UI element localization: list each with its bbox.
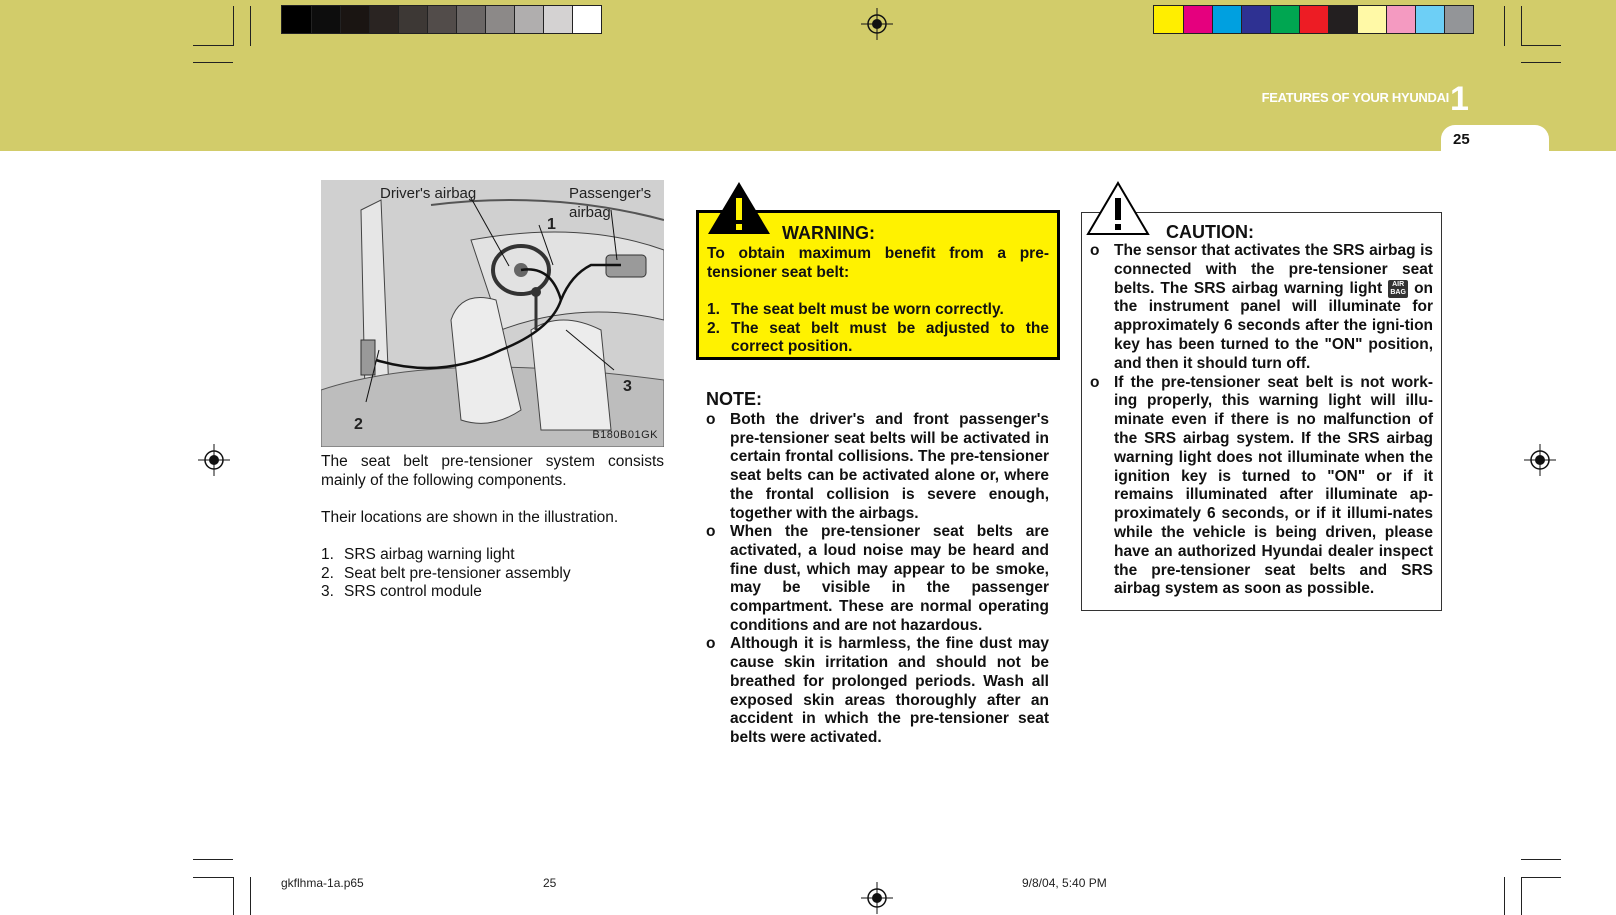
drivers-airbag-label: Driver's airbag [380, 185, 477, 202]
list-item [321, 565, 571, 584]
color-swatch [1241, 6, 1270, 33]
list-item-text: The seat belt must be worn correctly. [731, 301, 1004, 318]
footer-filename: gkflhma-1a.p65 [281, 876, 364, 890]
car-interior-illustration [321, 180, 664, 447]
callout-3: 3 [623, 378, 632, 395]
note-list [706, 411, 1049, 748]
section-number: 1 [1450, 80, 1469, 118]
warning-list [707, 301, 1049, 357]
list-item-number: 2. [707, 319, 720, 337]
crop-mark [193, 859, 233, 860]
color-swatch [340, 6, 369, 33]
color-calibration-swatches [1153, 5, 1474, 34]
list-item-text: If the pre-tensioner seat belt is not work-ing properly, this warning light will illu-minate even if there is no malfunction of the SRS airbag system. If the SRS airbag warning light does not illuminate when the ignition key is turned to "ON" or if it remains illuminated after illuminate ap-proximately 6 seconds, or if it illumi-nates while the vehicle is being driven, please have an authorized Hyundai dealer inspect the pre-tensioner seat belts and SRS airbag system as soon as possible. [1114, 373, 1433, 598]
passenger-airbag-label-line2: airbag [569, 204, 611, 221]
list-item [321, 546, 571, 565]
list-item [706, 523, 1049, 635]
color-swatch [485, 6, 514, 33]
list-item-text: SRS airbag warning light [344, 546, 515, 563]
crop-mark [1521, 62, 1561, 63]
color-swatch [282, 6, 311, 33]
bullet: o [706, 635, 716, 653]
list-item-text [1114, 242, 1433, 374]
crop-mark [1521, 859, 1561, 860]
crop-mark [1504, 877, 1505, 915]
components-list [321, 546, 571, 602]
color-swatch [572, 6, 601, 33]
color-swatch [1154, 6, 1183, 33]
crop-mark [193, 62, 233, 63]
list-item-text: Although it is harmless, the fine dust may cause skin irritation and should not be breathed for prolonged periods. Wash all exposed skin areas thoroughly after an accident in which the pre-tensioner seat belts were activated. [730, 635, 1049, 746]
registration-mark-icon [861, 8, 893, 40]
crop-mark [250, 6, 251, 46]
color-swatch [427, 6, 456, 33]
page-number: 25 [1453, 131, 1470, 148]
color-swatch [1212, 6, 1241, 33]
color-swatch [1444, 6, 1473, 33]
note-title: NOTE: [706, 389, 762, 409]
crop-mark [193, 877, 233, 878]
intro-paragraph: The seat belt pre-tensioner system consists mainly of the following components. [321, 453, 664, 489]
list-item [706, 635, 1049, 747]
caution-triangle-icon [1085, 180, 1151, 236]
list-item [706, 411, 1049, 523]
list-item-text: SRS control module [344, 583, 482, 600]
warning-title: WARNING: [782, 223, 875, 243]
list-item-number: 3. [321, 583, 334, 600]
list-item-number: 2. [321, 564, 334, 582]
color-swatch [1270, 6, 1299, 33]
crop-mark [1504, 6, 1505, 46]
color-swatch [1415, 6, 1444, 33]
callout-2: 2 [354, 416, 363, 433]
footer-page: 25 [543, 876, 557, 890]
airbag-warning-light-icon [1388, 280, 1408, 298]
warning-intro: To obtain maximum benefit from a pre-tensioner seat belt: [707, 245, 1049, 281]
figure-code: B180B01GK [592, 429, 658, 441]
page-number-tab [1441, 125, 1549, 151]
list-item [707, 301, 1049, 320]
caution-item1-text-a: The sensor that activates the SRS airbag is connected with the pre-tensioner seat belts. The SRS airbag warning light [1114, 242, 1433, 297]
color-swatch [1357, 6, 1386, 33]
warning-triangle-icon [706, 180, 772, 236]
caution-title: CAUTION: [1166, 222, 1254, 242]
list-item [321, 583, 571, 602]
passenger-airbag-label [569, 184, 651, 222]
list-item [1090, 242, 1433, 374]
color-swatch [398, 6, 427, 33]
list-item-text: Both the driver's and front passenger's pre-tensioner seat belts will be activated in certain frontal collisions. The pre-tensioner seat belts can be activated alone or, where the frontal collision is severe enough, together with the airbags. [730, 411, 1049, 522]
bullet: o [1090, 373, 1100, 391]
crop-mark [193, 45, 233, 46]
list-item [707, 320, 1049, 357]
color-swatch [456, 6, 485, 33]
color-swatch [311, 6, 340, 33]
airbag-icon-line2: BAG [1390, 288, 1406, 296]
crop-mark [1521, 45, 1561, 46]
bullet: o [706, 411, 716, 428]
list-item-text: Seat belt pre-tensioner assembly [344, 564, 571, 582]
registration-mark-icon [861, 882, 893, 914]
color-swatch [1183, 6, 1212, 33]
crop-mark [233, 877, 234, 915]
list-item-number: 1. [707, 301, 720, 318]
color-swatch [514, 6, 543, 33]
list-item [1090, 374, 1433, 600]
registration-mark-icon [1524, 444, 1556, 476]
crop-mark [233, 6, 234, 46]
registration-mark-icon [198, 444, 230, 476]
list-item-text: The seat belt must be adjusted to the correct position. [731, 319, 1049, 355]
gray-calibration-swatches [281, 5, 602, 34]
crop-mark [1521, 877, 1522, 915]
bullet: o [1090, 242, 1100, 259]
caution-item1-text-b: on the instrument panel will illuminate for approximately 6 seconds after the igni-tion key has been turned to the "ON" position, and then it should turn off. [1114, 279, 1434, 372]
color-swatch [543, 6, 572, 33]
callout-1: 1 [547, 216, 556, 233]
crop-mark [1521, 877, 1561, 878]
list-item-number: 1. [321, 546, 334, 563]
locations-paragraph: Their locations are shown in the illustration. [321, 509, 619, 526]
crop-mark [1521, 6, 1522, 46]
caution-list [1090, 242, 1433, 599]
color-swatch [369, 6, 398, 33]
list-item-text: When the pre-tensioner seat belts are activated, a loud noise may be heard and fine dust, which may appear to be smoke, may be visible in the passenger compartment. These are normal operating conditions and are not hazardous. [730, 523, 1049, 634]
section-title: FEATURES OF YOUR HYUNDAI [1261, 90, 1449, 105]
bullet: o [706, 523, 716, 541]
color-swatch [1386, 6, 1415, 33]
crop-mark [250, 877, 251, 915]
airbag-icon-line1: AIR [1392, 280, 1405, 288]
color-swatch [1299, 6, 1328, 33]
footer-datetime: 9/8/04, 5:40 PM [1022, 876, 1107, 890]
color-swatch [1328, 6, 1357, 33]
passenger-airbag-label-line1: Passenger's [569, 185, 652, 202]
